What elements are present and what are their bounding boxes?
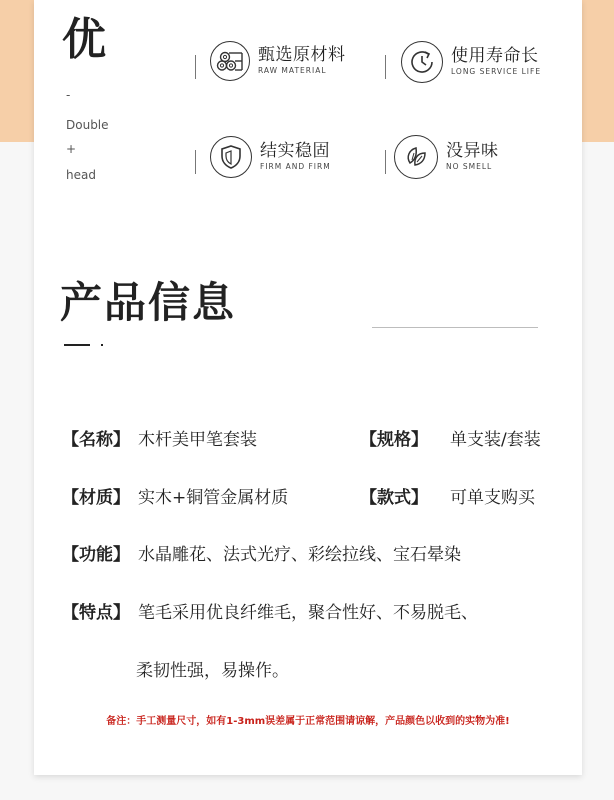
feature-raw-material xyxy=(210,41,346,81)
side-word-plus: + xyxy=(66,142,77,156)
feature-long-life xyxy=(401,41,541,83)
divider xyxy=(195,55,196,79)
title-rule xyxy=(372,327,538,328)
info-material xyxy=(62,486,288,510)
title-dash xyxy=(64,344,90,346)
info-feature-continued: 柔韧性强，易操作。 xyxy=(136,661,289,681)
info-value: 实木+铜管金属材质 xyxy=(138,488,289,508)
info-label: 【特点】 xyxy=(62,603,130,623)
info-value: 水晶雕花、法式光疗、彩绘拉线、宝石晕染 xyxy=(138,545,461,565)
info-value: 笔毛采用优良纤维毛，聚合性好、不易脱毛、 xyxy=(138,603,478,623)
feature-title: 使用寿命长 xyxy=(451,46,539,66)
feature-subtitle: LONG SERVICE LIFE xyxy=(451,67,542,76)
feature-subtitle: NO SMELL xyxy=(446,162,493,171)
peach-background-right xyxy=(582,0,614,142)
side-word-head: head xyxy=(66,168,96,182)
info-value: 单支装/套装 xyxy=(450,430,541,450)
product-card xyxy=(34,0,582,775)
feature-title: 甄选原材料 xyxy=(258,45,346,65)
info-feature xyxy=(62,601,478,625)
disclaimer-note: 备注：手工测量尺寸，如有1-3mm误差属于正常范围请谅解，产品颜色以收到的实物为准! xyxy=(106,716,510,727)
divider xyxy=(385,55,386,79)
info-label: 【功能】 xyxy=(62,545,130,565)
section-title: 产品信息 xyxy=(60,278,237,327)
info-spec xyxy=(360,428,541,452)
info-name xyxy=(62,428,257,452)
feature-no-smell xyxy=(394,135,499,179)
info-value: 可单支购买 xyxy=(450,488,535,508)
peach-background-left xyxy=(0,0,34,142)
info-label: 【材质】 xyxy=(62,488,130,508)
side-word-double: Double xyxy=(66,118,109,132)
shield-icon xyxy=(210,136,252,178)
divider xyxy=(385,150,386,174)
feature-title: 结实稳固 xyxy=(260,141,330,161)
title-dot xyxy=(101,344,103,346)
info-function xyxy=(62,543,461,567)
info-label: 【规格】 xyxy=(360,430,428,450)
leaf-icon xyxy=(394,135,438,179)
divider xyxy=(195,150,196,174)
clock-icon xyxy=(401,41,443,83)
headline-char: 优 xyxy=(62,14,106,65)
wood-logs-icon xyxy=(210,41,250,81)
feature-firm xyxy=(210,136,331,178)
side-word-dash: - xyxy=(66,88,71,102)
info-value: 木杆美甲笔套装 xyxy=(138,430,257,450)
feature-subtitle: FIRM AND FIRM xyxy=(260,162,331,171)
feature-title: 没异味 xyxy=(446,141,499,161)
info-style xyxy=(360,486,535,510)
feature-subtitle: RAW MATERIAL xyxy=(258,66,327,75)
info-label: 【名称】 xyxy=(62,430,130,450)
info-label: 【款式】 xyxy=(360,488,428,508)
